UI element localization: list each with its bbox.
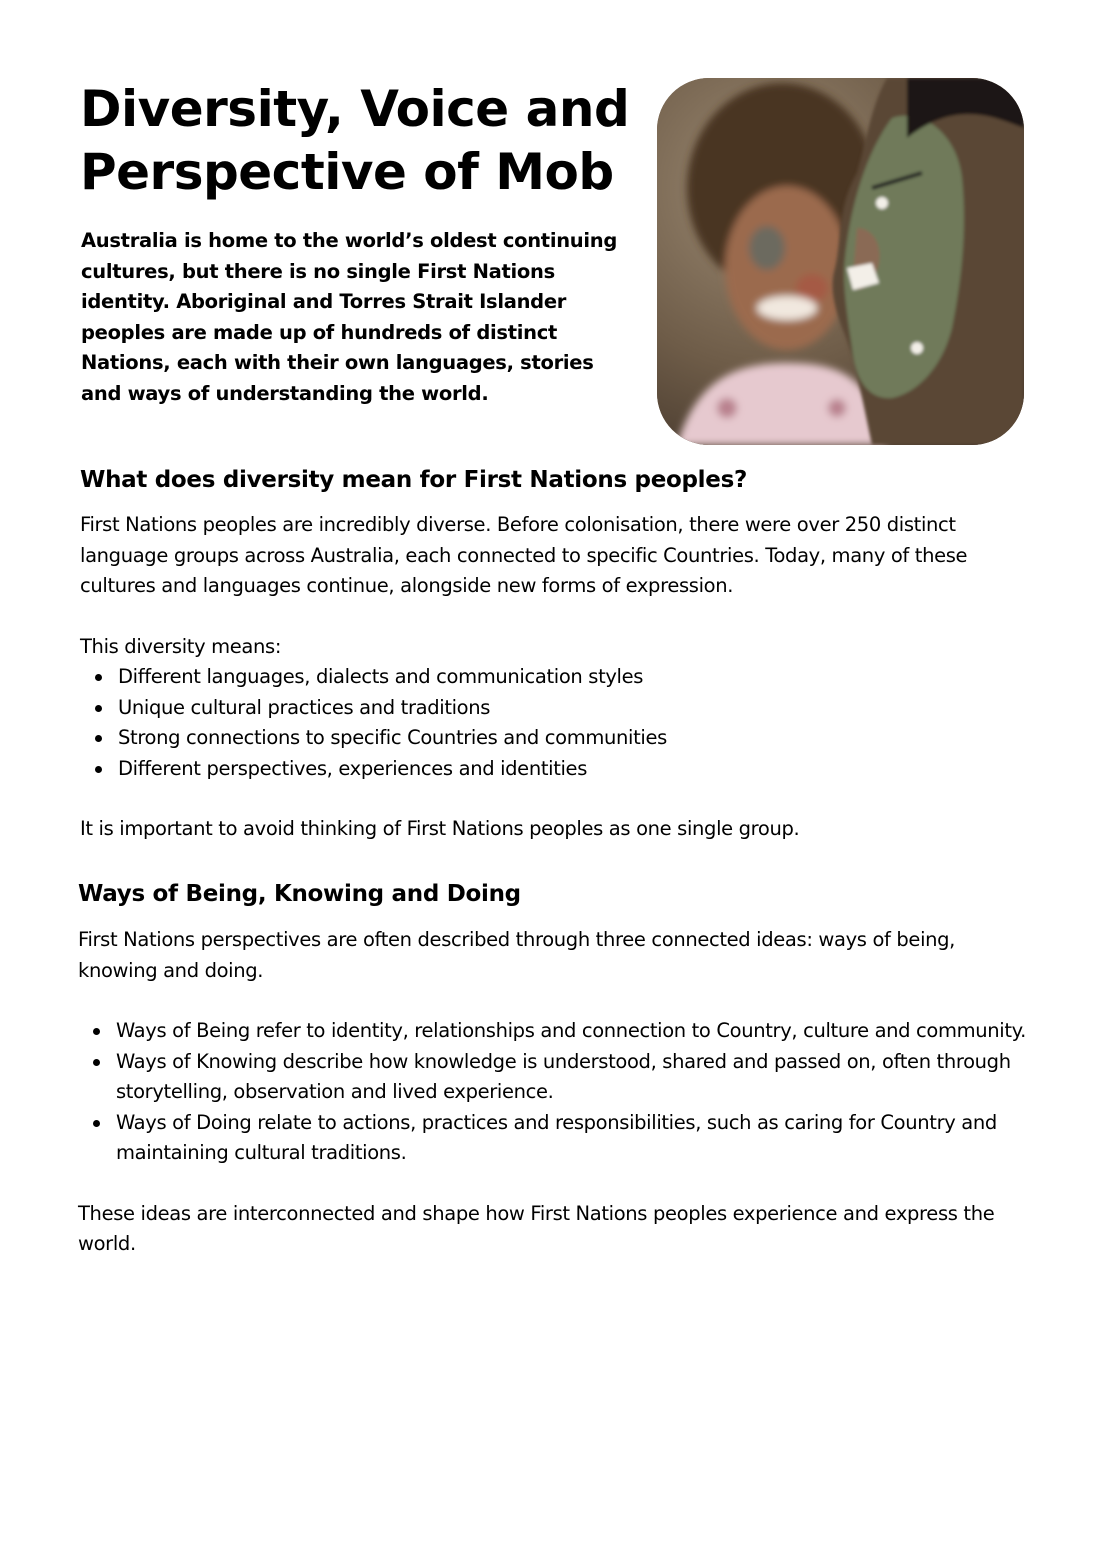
diversity-heading: What does diversity mean for First Nations peoples? [80,467,747,493]
list-item: Unique cultural practices and traditions [118,693,1030,724]
photo-illustration [657,78,1024,445]
page-title: Diversity, Voice and Perspective of Mob [80,80,630,201]
diversity-paragraph: First Nations peoples are incredibly diverse. Before colonisation, there were over 250 distinct language groups across Australia, each connected to specific Countries. Today, many of these cultures and languages continue, alongside new forms of expression. [80,513,968,597]
list-item: Ways of Knowing describe how knowledge is understood, shared and passed on, often through storytelling, observation and lived experience. [116,1047,1028,1108]
diversity-list [80,662,1030,784]
list-item: Different languages, dialects and communication styles [118,662,1030,693]
photo-children-face-paint [657,78,1024,445]
diversity-closing: It is important to avoid thinking of First Nations peoples as one single group. [80,817,800,840]
list-item: Ways of Being refer to identity, relationships and connection to Country, culture and community. [116,1016,1028,1047]
list-item: Ways of Doing relate to actions, practices and responsibilities, such as caring for Country and maintaining cultural traditions. [116,1108,1028,1169]
ways-heading: Ways of Being, Knowing and Doing [78,881,521,907]
ways-paragraph: First Nations perspectives are often described through three connected ideas: ways of being, knowing and doing. [78,928,956,982]
ways-list [78,1016,1028,1169]
diversity-section [80,465,1030,845]
ways-closing: These ideas are interconnected and shape how First Nations peoples experience and express the world. [78,1201,995,1255]
ways-section [78,879,1028,1260]
list-item: Strong connections to specific Countries and communities [118,723,1030,754]
diversity-list-intro: This diversity means: [80,634,282,658]
list-item: Different perspectives, experiences and identities [118,754,1030,785]
intro-paragraph: Australia is home to the world’s oldest continuing cultures, but there is no single First Nations identity. Aboriginal and Torres Strait Islander peoples are made up of hundreds of distinct Nations, each with their own languages, stories and ways of understanding the world. [81,229,617,405]
